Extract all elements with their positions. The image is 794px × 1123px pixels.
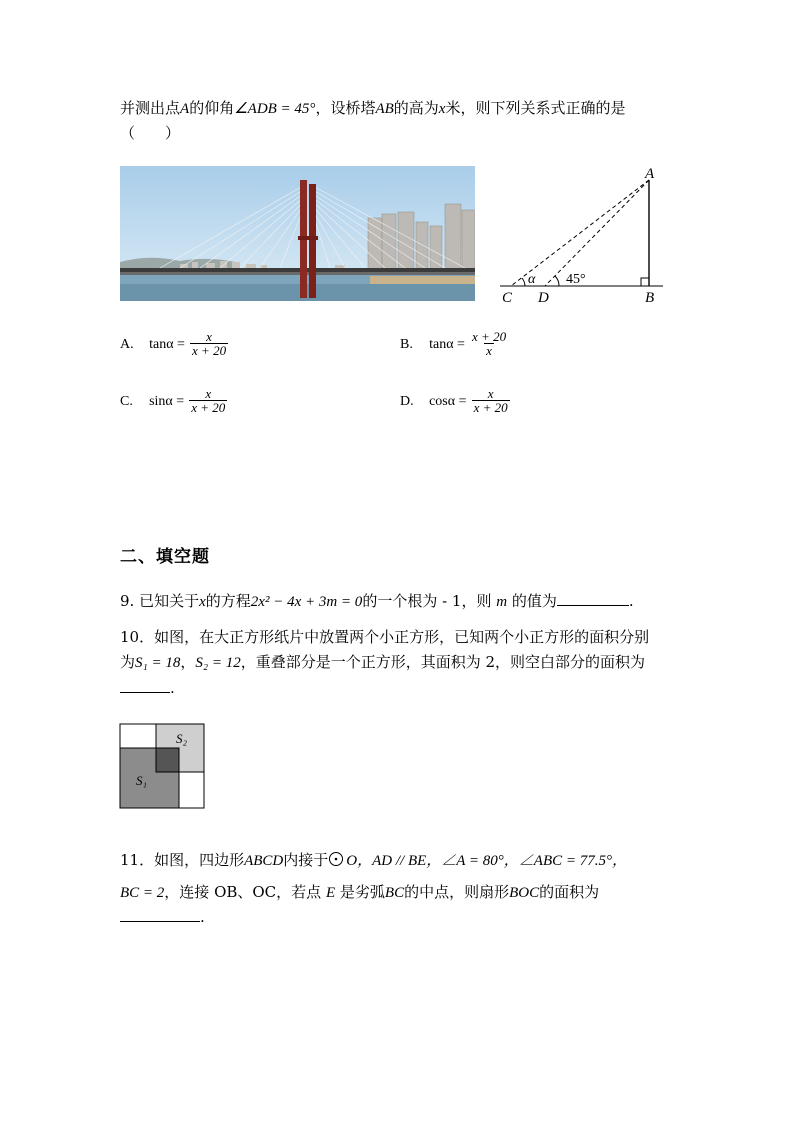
q9-var-m: m — [496, 594, 508, 610]
option-b[interactable] — [400, 330, 508, 357]
q11-line2 — [120, 882, 599, 903]
option-letter: D. — [400, 394, 414, 409]
label-b: B — [645, 290, 655, 306]
fraction-num: x — [487, 386, 494, 401]
q10-end: . — [170, 679, 175, 697]
q8-point-a: A — [180, 101, 190, 117]
angle-45-arc — [555, 276, 559, 286]
option-letter: B. — [400, 337, 413, 352]
q8-answer-paren: （ ） — [120, 124, 181, 142]
q8-text: 并测出点 — [120, 99, 181, 117]
q10-line1: 10．如图，在大正方形纸片中放置两个小正方形，已知两个小正方形的面积分别 — [120, 628, 650, 646]
q11-text: 的面积为 — [539, 883, 600, 901]
q9-number: 9. — [120, 592, 135, 610]
bridge-photo — [120, 166, 475, 301]
q10-text: 为 — [120, 653, 136, 671]
q11-answer-blank[interactable] — [120, 907, 200, 922]
q9-text: 已知关于 — [139, 592, 200, 610]
squares-figure — [119, 723, 207, 811]
q11-text: 的中点，则扇形 — [404, 883, 510, 901]
option-fraction — [472, 387, 510, 414]
label-c: C — [502, 290, 513, 306]
segment-ac — [511, 180, 649, 286]
option-letter: A. — [120, 337, 134, 352]
q11-quad: ABCD — [244, 853, 284, 869]
q8-seg-ab: AB — [375, 101, 394, 117]
q11-end: . — [200, 908, 205, 926]
q11-point-e: E — [325, 885, 336, 901]
q11-line3 — [120, 907, 205, 927]
option-fn: sinα = — [149, 394, 185, 409]
option-fraction — [190, 330, 228, 357]
fraction-den: x + 20 — [191, 400, 226, 415]
q10-s1-expr: S₁ = 18 — [135, 655, 181, 671]
option-fraction — [189, 387, 227, 414]
q8-text: 的仰角 — [189, 99, 235, 117]
fraction-num: x — [205, 386, 212, 401]
q8-line1 — [120, 98, 625, 119]
q10-s2-expr: S₂ = 12 — [195, 655, 241, 671]
q8-angle-expr: ∠ADB = 45° — [234, 101, 316, 117]
overlap-square — [156, 748, 179, 772]
q10-text: ，重叠部分是一个正方形，其面积为 2，则空白部分的面积为 — [240, 653, 646, 671]
angle-alpha-arc — [522, 278, 525, 286]
q8-text: 米，则下列关系式正确的是 — [445, 99, 626, 117]
q8-var-x: x — [438, 101, 446, 117]
q11-conditions: ，AD // BE，∠A = 80°，∠ABC = 77.5°， — [357, 853, 627, 869]
label-a: A — [645, 166, 655, 182]
fraction-num: x + 20 — [472, 329, 507, 344]
triangle-figure — [495, 162, 670, 307]
q10-line3 — [120, 678, 175, 698]
label-s1: S₁ — [136, 773, 148, 788]
segment-ad — [545, 180, 649, 286]
q10-line2 — [120, 652, 645, 673]
option-a[interactable] — [120, 330, 228, 357]
q8-text: ，设桥塔 — [315, 99, 376, 117]
q9-text: 的一个根为 - 1，则 — [362, 592, 492, 610]
q11-text: 是劣弧 — [339, 883, 385, 901]
q11-arc-bc: BC — [384, 885, 405, 901]
right-angle-mark — [641, 278, 649, 286]
q11-text: ，连接 OB、OC，若点 — [164, 883, 322, 901]
q10-text: ， — [180, 653, 196, 671]
q9-answer-blank[interactable] — [557, 591, 629, 606]
option-letter: C. — [120, 394, 133, 409]
label-alpha: α — [528, 272, 536, 287]
label-d: D — [538, 290, 549, 306]
q11-bc-expr: BC = 2 — [120, 885, 165, 901]
q10-answer-blank[interactable] — [120, 678, 170, 693]
q11-text: 11．如图，四边形 — [120, 851, 245, 869]
option-fn: tanα = — [149, 337, 185, 352]
fraction-den: x — [486, 343, 492, 358]
q9-equation: 2x² − 4x + 3m = 0 — [250, 594, 363, 610]
option-fn: cosα = — [429, 394, 467, 409]
option-fn: tanα = — [429, 337, 465, 352]
q11-sector: BOC — [509, 885, 540, 901]
q11-circle-label: O — [346, 853, 358, 869]
fraction-num: x — [206, 329, 212, 344]
fraction-den: x + 20 — [473, 400, 508, 415]
q11-line1 — [120, 850, 627, 871]
q9-var-x: x — [199, 594, 206, 610]
q9-text: 的值为 — [511, 592, 557, 610]
fraction-den: x + 20 — [192, 343, 227, 358]
option-d[interactable] — [400, 387, 510, 414]
q8-text: 的高为 — [393, 99, 439, 117]
q9-end: . — [628, 592, 634, 610]
q9-text: 的方程 — [205, 592, 251, 610]
label-s2: S₂ — [176, 731, 188, 746]
circle-dot-icon — [328, 851, 346, 867]
option-c[interactable] — [120, 387, 227, 414]
label-45: 45° — [566, 272, 586, 287]
option-fraction — [470, 330, 508, 357]
section-title: 二、填空题 — [120, 547, 210, 567]
q9 — [120, 591, 634, 612]
q11-text: 内接于 — [283, 851, 329, 869]
